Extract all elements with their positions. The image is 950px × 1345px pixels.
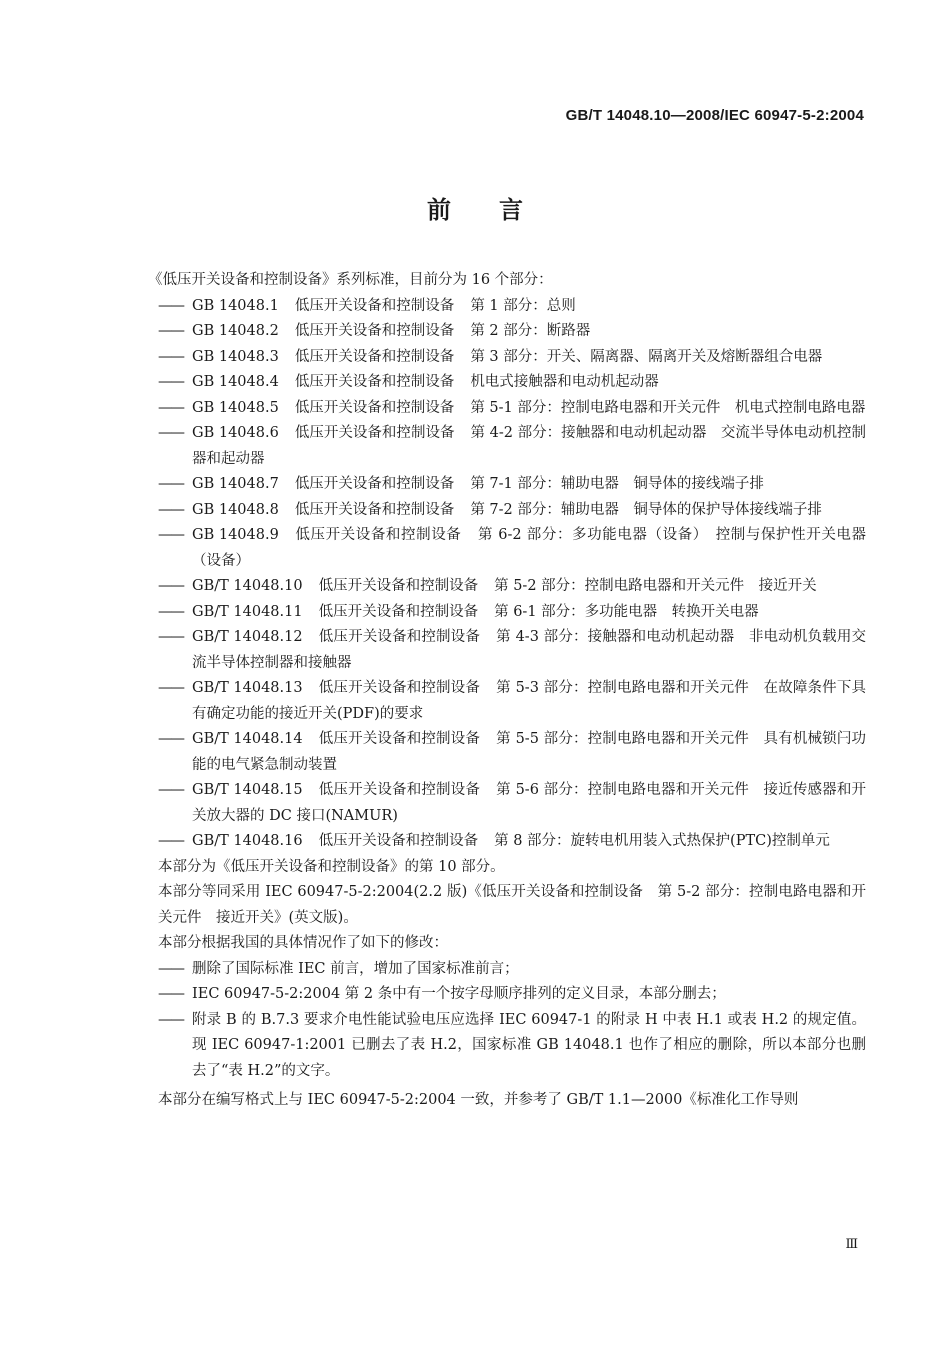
part-description: 第 6-2 部分：多功能电器（设备） 控制与保护性开关电器（设备） bbox=[192, 527, 866, 569]
part-list-item bbox=[158, 294, 866, 320]
part-list-item bbox=[158, 829, 866, 855]
part-description: 第 5-2 部分：控制电路电器和开关元件 接近开关 bbox=[494, 578, 817, 594]
part-list-item bbox=[158, 625, 866, 676]
part-standard-code: GB/T 14048.15 bbox=[192, 782, 303, 798]
part-series-name: 低压开关设备和控制设备 bbox=[294, 476, 455, 492]
part-list-item bbox=[158, 370, 866, 396]
part-series-name: 低压开关设备和控制设备 bbox=[318, 603, 479, 620]
part-list-item bbox=[158, 498, 866, 524]
part-standard-code: GB/T 14048.14 bbox=[192, 731, 303, 747]
part-description: 第 5-1 部分：控制电路电器和开关元件 机电式控制电路电器 bbox=[470, 399, 866, 416]
part-list-item bbox=[158, 574, 866, 600]
part-standard-code: GB 14048.8 bbox=[192, 501, 279, 518]
dash-mark bbox=[158, 625, 192, 676]
dash-mark bbox=[158, 957, 192, 983]
intro-paragraph: 《低压开关设备和控制设备》系列标准，目前分为 16 个部分： bbox=[148, 272, 553, 288]
part-series-name: 低压开关设备和控制设备 bbox=[318, 731, 480, 747]
part-description: 第 8 部分：旋转电机用装入式热保护(PTC)控制单元 bbox=[494, 833, 830, 849]
part-series-name: 低压开关设备和控制设备 bbox=[294, 348, 455, 365]
dash-mark bbox=[158, 778, 192, 829]
part-series-name: 低压开关设备和控制设备 bbox=[294, 323, 455, 339]
part-description: 机电式接触器和电动机起动器 bbox=[470, 374, 659, 390]
part-standard-code: GB 14048.7 bbox=[192, 476, 279, 492]
part-list-item bbox=[158, 421, 866, 472]
dash-mark bbox=[158, 1008, 192, 1085]
dash-mark bbox=[158, 472, 192, 498]
part-standard-code: GB 14048.1 bbox=[192, 297, 279, 314]
part-series-name: 低压开关设备和控制设备 bbox=[318, 629, 480, 645]
part-standard-code: GB 14048.6 bbox=[192, 425, 279, 441]
dash-mark bbox=[158, 370, 192, 396]
document-body bbox=[148, 268, 866, 1114]
part-series-name: 低压开关设备和控制设备 bbox=[294, 527, 462, 543]
page-number: Ⅲ bbox=[845, 1237, 858, 1252]
part-list-item bbox=[158, 472, 866, 498]
dash-mark bbox=[158, 294, 192, 320]
dash-mark bbox=[158, 523, 192, 574]
dash-mark bbox=[158, 421, 192, 472]
part-standard-code: GB 14048.5 bbox=[192, 399, 279, 416]
part-series-name: 低压开关设备和控制设备 bbox=[294, 425, 455, 441]
adopt-paragraph: 本部分等同采用 IEC 60947-5-2:2004(2.2 版)《低压开关设备和控制设备 第 5-2 部分：控制电路电器和开关元件 接近开关》(英文版)。 bbox=[158, 884, 866, 926]
dash-mark bbox=[158, 982, 192, 1008]
part-description: 第 4-2 部分：接触器和电动机起动器 交流半导体电动机控制器和起动器 bbox=[192, 425, 866, 467]
part-standard-code: GB 14048.9 bbox=[192, 527, 279, 543]
format-paragraph: 本部分在编写格式上与 IEC 60947-5-2:2004 一致，并参考了 GB/T 1.1—2000《标准化工作导则 bbox=[158, 1092, 799, 1108]
part-description: 第 1 部分：总则 bbox=[470, 297, 576, 314]
part-series-name: 低压开关设备和控制设备 bbox=[294, 399, 455, 416]
standard-code-header: GB/T 14048.10—2008/IEC 60947-5-2:2004 bbox=[565, 107, 864, 124]
part-description: 第 5-3 部分：控制电路电器和开关元件 在故障条件下具有确定功能的接近开关(PDF)的要求 bbox=[192, 680, 866, 722]
part-standard-code: GB/T 14048.12 bbox=[192, 629, 303, 645]
part-standard-code: GB 14048.2 bbox=[192, 323, 279, 339]
part-series-name: 低压开关设备和控制设备 bbox=[318, 680, 480, 696]
part-list-item bbox=[158, 319, 866, 345]
part-series-name: 低压开关设备和控制设备 bbox=[318, 578, 479, 594]
part-standard-code: GB/T 14048.10 bbox=[192, 578, 303, 594]
part-description: 第 2 部分：断路器 bbox=[470, 323, 591, 339]
part-series-name: 低压开关设备和控制设备 bbox=[318, 833, 479, 849]
modification-item: —— 删除了国际标准 IEC 前言，增加了国家标准前言； bbox=[158, 957, 866, 983]
parts-list bbox=[158, 294, 866, 855]
part-list-item bbox=[158, 345, 866, 371]
part-standard-code: GB/T 14048.11 bbox=[192, 603, 303, 620]
dash-mark bbox=[158, 676, 192, 727]
dash-mark bbox=[158, 600, 192, 626]
part-series-name: 低压开关设备和控制设备 bbox=[294, 297, 455, 314]
part-series-name: 低压开关设备和控制设备 bbox=[294, 501, 455, 518]
part-standard-code: GB/T 14048.16 bbox=[192, 833, 303, 849]
dash-mark bbox=[158, 319, 192, 345]
part-list-item bbox=[158, 523, 866, 574]
modify-paragraph: 本部分根据我国的具体情况作了如下的修改： bbox=[158, 935, 448, 951]
dash-mark bbox=[158, 498, 192, 524]
dash-mark bbox=[158, 396, 192, 422]
part-description: 第 5-5 部分：控制电路电器和开关元件 具有机械锁闩功能的电气紧急制动装置 bbox=[192, 731, 866, 773]
part-standard-code: GB 14048.3 bbox=[192, 348, 279, 365]
part-list-item bbox=[158, 778, 866, 829]
dash-mark bbox=[158, 345, 192, 371]
part-list-item bbox=[158, 396, 866, 422]
modification-item: —— IEC 60947-5-2:2004 第 2 条中有一个按字母顺序排列的定义目录，本部分删去； bbox=[158, 982, 866, 1008]
modification-item: —— 附录 B 的 B.7.3 要求介电性能试验电压应选择 IEC 60947-1 的附录 H 中表 H.1 或表 H.2 的规定值。现 IEC 60947-1:2001 已删去了表 H.2，国家标准 GB 14048.1 也作了相应的删除，所以本部分也删去了“表 H.2”的文字。 bbox=[158, 1008, 866, 1085]
part-of-paragraph: 本部分为《低压开关设备和控制设备》的第 10 部分。 bbox=[158, 858, 505, 875]
dash-mark bbox=[158, 829, 192, 855]
part-series-name: 低压开关设备和控制设备 bbox=[318, 782, 480, 798]
dash-mark bbox=[158, 574, 192, 600]
dash-mark bbox=[158, 727, 192, 778]
part-description: 第 3 部分：开关、隔离器、隔离开关及熔断器组合电器 bbox=[470, 348, 823, 365]
part-list-item bbox=[158, 600, 866, 626]
page-title: 前言 bbox=[427, 196, 571, 224]
part-description: 第 5-6 部分：控制电路电器和开关元件 接近传感器和开关放大器的 DC 接口(NAMUR) bbox=[192, 782, 866, 824]
part-description: 第 7-1 部分：辅助电器 铜导体的接线端子排 bbox=[470, 476, 764, 492]
part-list-item bbox=[158, 676, 866, 727]
part-standard-code: GB 14048.4 bbox=[192, 374, 279, 390]
part-standard-code: GB/T 14048.13 bbox=[192, 680, 303, 696]
part-description: 第 4-3 部分：接触器和电动机起动器 非电动机负载用交流半导体控制器和接触器 bbox=[192, 629, 866, 671]
part-description: 第 7-2 部分：辅助电器 铜导体的保护导体接线端子排 bbox=[470, 501, 822, 518]
part-description: 第 6-1 部分：多功能电器 转换开关电器 bbox=[494, 603, 759, 620]
part-series-name: 低压开关设备和控制设备 bbox=[294, 374, 455, 390]
part-list-item bbox=[158, 727, 866, 778]
